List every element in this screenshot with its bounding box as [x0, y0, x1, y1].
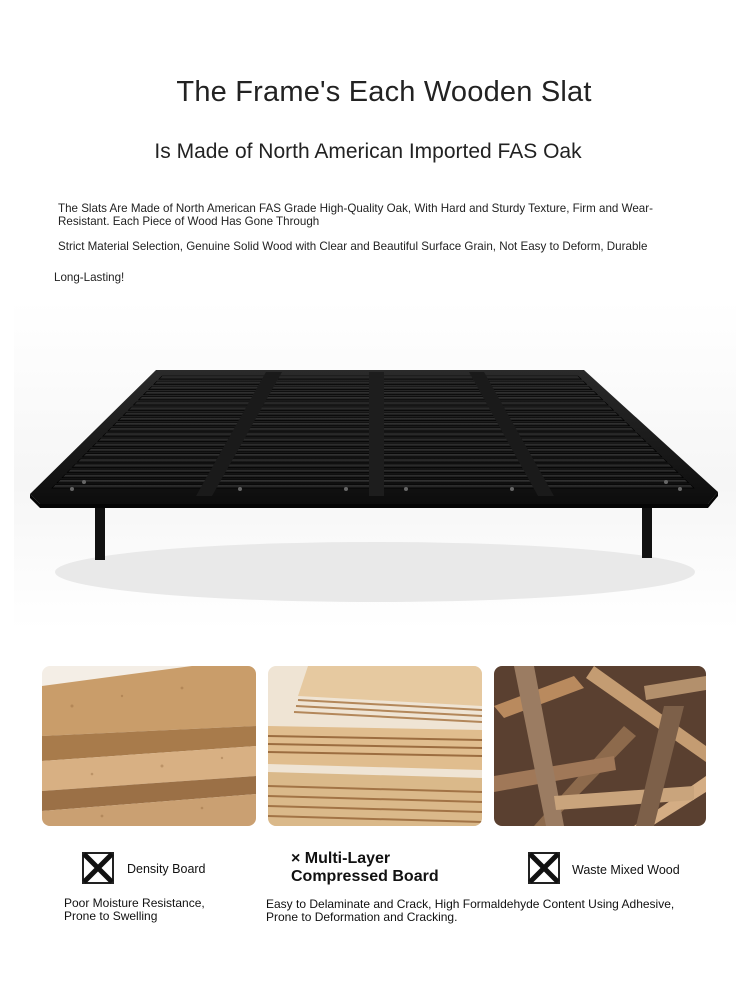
multi-layer-board-label: × Multi-Layer Compressed Board [291, 850, 439, 885]
bed-frame-image [14, 300, 736, 630]
cross-box-icon [527, 851, 561, 885]
multi-layer-board-photo [268, 666, 482, 826]
waste-mixed-wood-label: Waste Mixed Wood [572, 863, 680, 877]
description-paragraph-2: Strict Material Selection, Genuine Solid Wood with Clear and Beautiful Surface Grain, Not Easy to Deform, Durable [58, 240, 648, 253]
description-paragraph-3: Long-Lasting! [54, 271, 125, 284]
density-board-description: Poor Moisture Resistance, Prone to Swelling [64, 896, 205, 923]
description-paragraph-1: The Slats Are Made of North American FAS Grade High-Quality Oak, With Hard and Sturdy Texture, Firm and Wear-Resistant. Each Piece of Wood Has Gone Through [58, 202, 653, 228]
multi-layer-board-description: Easy to Delaminate and Crack, High Formaldehyde Content Using Adhesive, Prone to Deformation and Cracking. [266, 897, 675, 924]
density-board-photo [42, 666, 256, 826]
page-subtitle: Is Made of North American Imported FAS Oak [154, 140, 582, 163]
waste-mixed-wood-photo [494, 666, 706, 826]
page-title: The Frame's Each Wooden Slat [176, 76, 592, 108]
density-board-label: Density Board [127, 862, 206, 876]
cross-box-icon [81, 851, 115, 885]
